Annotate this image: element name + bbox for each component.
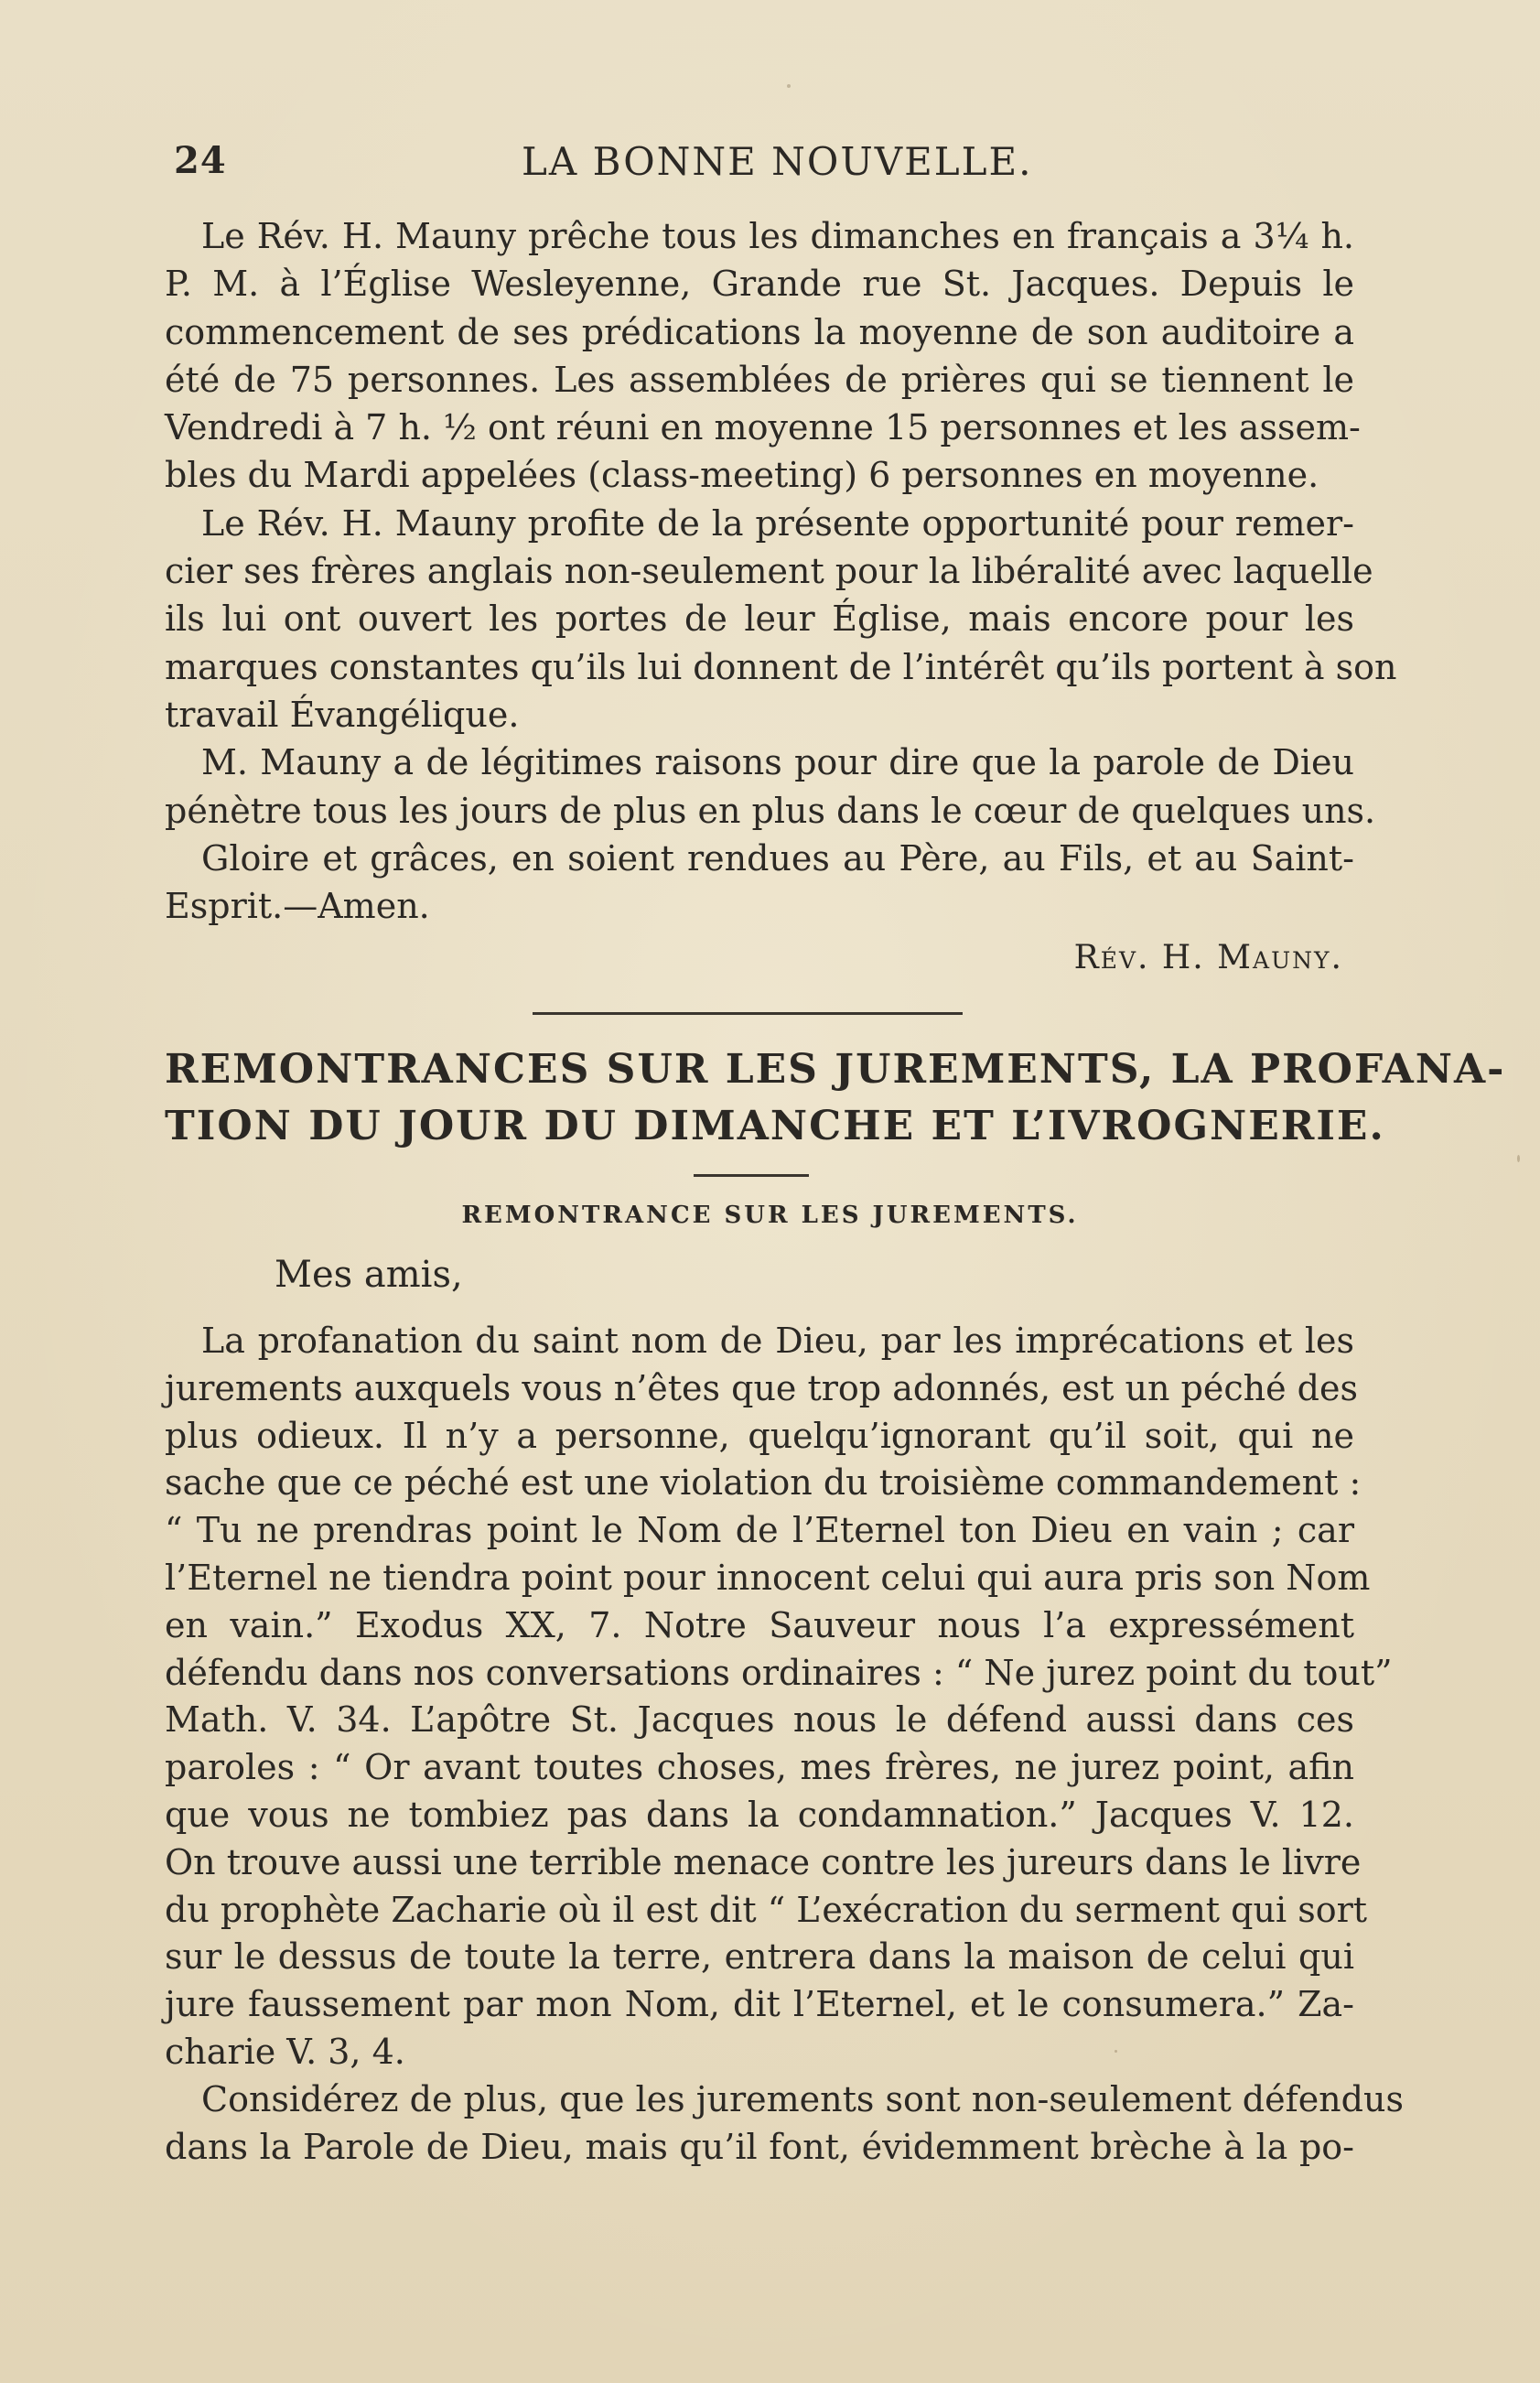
- section-title: [165, 1041, 1506, 1155]
- text-line: M. Mauny a de légitimes raisons pour dire que la parole de Dieu: [201, 742, 1354, 783]
- paper-speck: [1115, 2050, 1117, 2053]
- text-line: été de 75 personnes. Les assemblées de prières qui se tiennent le: [165, 359, 1354, 400]
- text-line: travail Évangélique.: [165, 694, 520, 735]
- text-line: Vendredi à 7 h. ½ ont réuni en moyenne 15 personnes et les assem-: [165, 407, 1361, 448]
- text-line: cier ses frères anglais non-seulement pour la libéralité avec laquelle: [165, 551, 1373, 592]
- running-title: LA BONNE NOUVELLE.: [522, 139, 1033, 184]
- text-line: Considérez de plus, que les jurements sont non-seulement défendus: [201, 2078, 1404, 2119]
- section-title-line: TION DU JOUR DU DIMANCHE ET L’IVROGNERIE.: [165, 1103, 1385, 1149]
- text-line: Le Rév. H. Mauny profite de la présente opportunité pour remer-: [201, 502, 1354, 544]
- page-header: [174, 139, 1354, 194]
- text-line: jurements auxquels vous n’êtes que trop adonnés, est un péché des: [165, 1367, 1358, 1408]
- text-line: dans la Parole de Dieu, mais qu’il font, évidemment brèche à la po-: [165, 2126, 1354, 2167]
- text-line: Math. V. 34. L’apôtre St. Jacques nous le défend aussi dans ces: [165, 1699, 1354, 1741]
- section-divider: [533, 1012, 963, 1015]
- text-line: bles du Mardi appelées (class-meeting) 6 personnes en moyenne.: [165, 455, 1319, 496]
- text-line: défendu dans nos conversations ordinaires : “ Ne jurez point du tout”: [165, 1652, 1393, 1693]
- subheading: REMONTRANCE SUR LES JUREMENTS.: [461, 1202, 1079, 1229]
- paper-speck: [1517, 1155, 1520, 1162]
- text-line: sache que ce péché est une violation du troisième commandement :: [165, 1462, 1362, 1504]
- text-line: l’Eternel ne tiendra point pour innocent celui qui aura pris son Nom: [165, 1557, 1371, 1598]
- paper-speck: [787, 84, 791, 88]
- text-line: Le Rév. H. Mauny prêche tous les dimanches en français a 3¼ h.: [201, 216, 1354, 256]
- text-line: Esprit.—Amen.: [165, 886, 430, 927]
- text-line: La profanation du saint nom de Dieu, par les imprécations et les: [201, 1321, 1354, 1361]
- text-line: paroles : “ Or avant toutes choses, mes frères, ne jurez point, afin: [165, 1747, 1354, 1788]
- text-line: ils lui ont ouvert les portes de leur Église, mais encore pour les: [165, 598, 1354, 640]
- text-line: du prophète Zacharie où il est dit “ L’exécration du serment qui sort: [165, 1889, 1368, 1930]
- text-line: “ Tu ne prendras point le Nom de l’Eternel ton Dieu en vain ; car: [165, 1510, 1354, 1551]
- text-line: sur le dessus de toute la terre, entrera dans la maison de celui qui: [165, 1936, 1354, 1978]
- page-number: 24: [174, 139, 227, 182]
- text-line: plus odieux. Il n’y a personne, quelqu’ignorant qu’il soit, qui ne: [165, 1415, 1354, 1456]
- salutation: Mes amis,: [275, 1254, 463, 1296]
- title-divider: [694, 1174, 809, 1177]
- text-line: en vain.” Exodus XX, 7. Notre Sauveur nous l’a expressément: [165, 1604, 1354, 1645]
- announcement-text: [165, 212, 1397, 930]
- text-line: commencement de ses prédications la moyenne de son auditoire a: [165, 311, 1354, 352]
- text-line: marques constantes qu’ils lui donnent de l’intérêt qu’ils portent à son: [165, 646, 1397, 687]
- text-line: que vous ne tombiez pas dans la condamnation.” Jacques V. 12.: [165, 1794, 1354, 1835]
- text-line: P. M. à l’Église Wesleyenne, Grande rue St. Jacques. Depuis le: [165, 264, 1354, 305]
- remonstrance-text: [165, 1318, 1404, 2171]
- signature: Rév. H. Mauny.: [1073, 939, 1343, 976]
- text-line: On trouve aussi une terrible menace contre les jureurs dans le livre: [165, 1841, 1362, 1882]
- text-line: Gloire et grâces, en soient rendues au Père, au Fils, et au Saint-: [201, 837, 1354, 879]
- section-title-line: REMONTRANCES SUR LES JUREMENTS, LA PROFANA-: [165, 1046, 1506, 1093]
- text-line: pénètre tous les jours de plus en plus dans le cœur de quelques uns.: [165, 790, 1376, 831]
- text-line: charie V. 3, 4.: [165, 2031, 405, 2072]
- text-line: jure faussement par mon Nom, dit l’Eternel, et le consumera.” Za-: [165, 1984, 1354, 2025]
